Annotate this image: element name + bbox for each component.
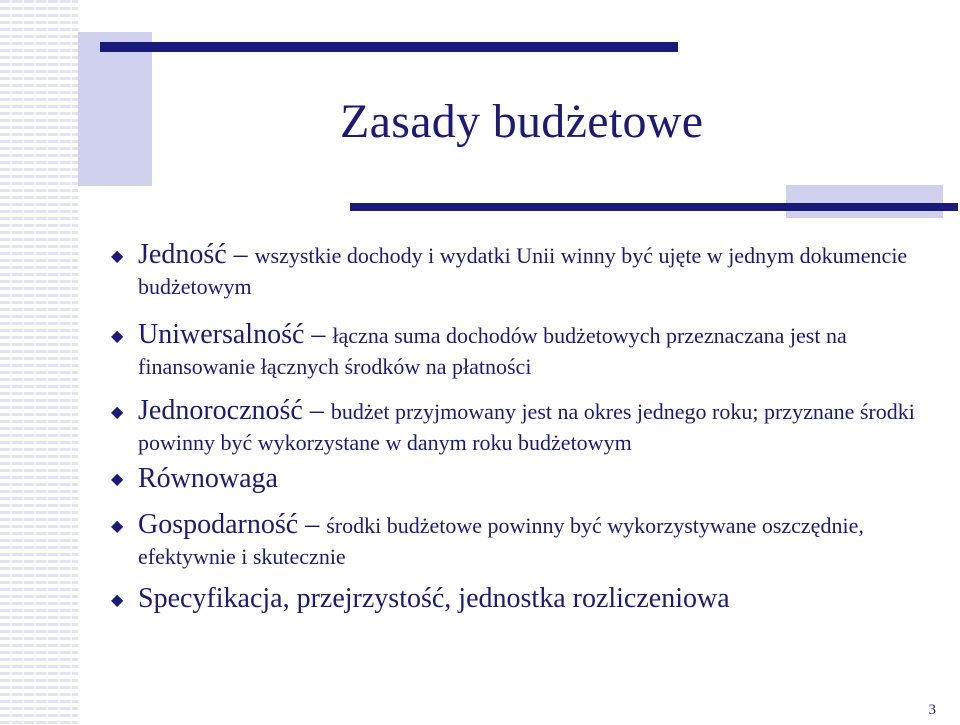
bullet-term: Jedność [138,239,227,270]
decorative-bar-top [100,42,678,52]
diamond-bullet-icon: ◆ [111,591,124,609]
list-item [108,393,953,457]
diamond-bullet-icon: ◆ [111,517,124,535]
page-number: 3 [928,702,936,718]
bullet-description: łączna suma dochodów budżetowych przeznaczana jest na finansowanie łącznych środków na płatności [138,322,847,379]
bullet-term: Specyfikacja, przejrzystość, jednostka rozliczeniowa [138,582,730,614]
bullet-dash: – [226,239,255,270]
decorative-bar-right [350,203,958,211]
bullet-term: Jednoroczność [138,394,303,426]
list-item [108,507,953,571]
decorative-block-right [786,185,943,218]
list-item [108,461,953,497]
bullet-dash: – [304,318,333,350]
diamond-bullet-icon: ◆ [111,327,124,345]
striped-border-decoration [0,0,78,725]
bullet-description: środki budżetowe powinny być wykorzystywane oszczędnie, efektywnie i skutecznie [138,512,864,569]
diamond-bullet-icon: ◆ [111,248,124,265]
bullet-term: Gospodarność [138,508,299,540]
bullet-dash: – [298,508,327,540]
decorative-block-top [78,32,152,186]
list-item [108,317,953,381]
diamond-bullet-icon: ◆ [111,470,124,488]
diamond-bullet-icon: ◆ [111,403,124,421]
bullet-description: wszystkie dochody i wydatki Unii winny być ujęte w jednym dokumencie budżetowym [138,243,908,299]
bullet-list [108,237,953,617]
list-item [108,237,953,301]
bullet-dash: – [302,394,331,426]
slide-title: Zasady budżetowe [340,95,704,148]
bullet-term: Równowaga [138,462,278,494]
bullet-description: budżet przyjmowany jest na okres jednego roku; przyznane środki powinny być wykorzystane w danym roku budżetowym [138,398,915,455]
bullet-term: Uniwersalność [138,318,305,350]
list-item [108,581,953,617]
